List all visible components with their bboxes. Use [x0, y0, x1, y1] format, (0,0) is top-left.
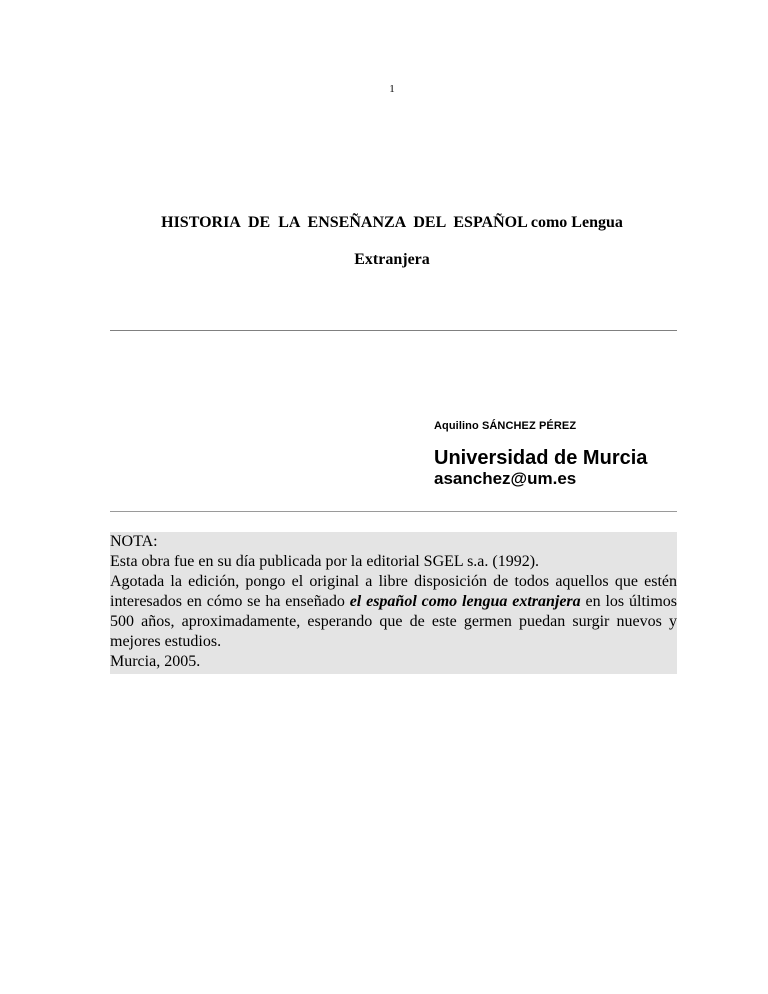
author-name: Aquilino SÁNCHEZ PÉREZ: [434, 420, 577, 432]
document-title-line-2: Extranjera: [354, 251, 430, 268]
note-body-emphasis: el español como lengua extranjera: [349, 593, 581, 610]
institution-name: Universidad de Murcia: [434, 447, 648, 469]
note-box: [110, 532, 677, 674]
document-title-line-1: [0, 214, 768, 232]
page-number: 1: [389, 83, 395, 95]
author-block: [434, 420, 647, 489]
note-body: [110, 572, 677, 652]
note-signoff: Murcia, 2005.: [110, 653, 201, 670]
document-title-rest: como Lengua: [526, 214, 623, 231]
top-divider: [110, 330, 677, 331]
document-title-caps: HISTORIA DE LA ENSEÑANZA DEL ESPAÑOL: [161, 214, 527, 231]
note-line-1: Esta obra fue en su día publicada por la editorial SGEL s.a. (1992).: [110, 553, 540, 570]
note-heading: NOTA:: [110, 533, 158, 550]
bottom-divider: [110, 511, 677, 512]
note-body-start: Agotada la edición, pongo el original a libre disposición de todos aquellos que estén interesados en cómo se ha enseñado: [110, 573, 677, 610]
note-body-end: en los últimos 500 años, aproximadamente, esperando que de este germen puedan surgir nuevos y mejores estudios.: [110, 593, 678, 650]
author-email: asanchez@um.es: [434, 469, 577, 488]
